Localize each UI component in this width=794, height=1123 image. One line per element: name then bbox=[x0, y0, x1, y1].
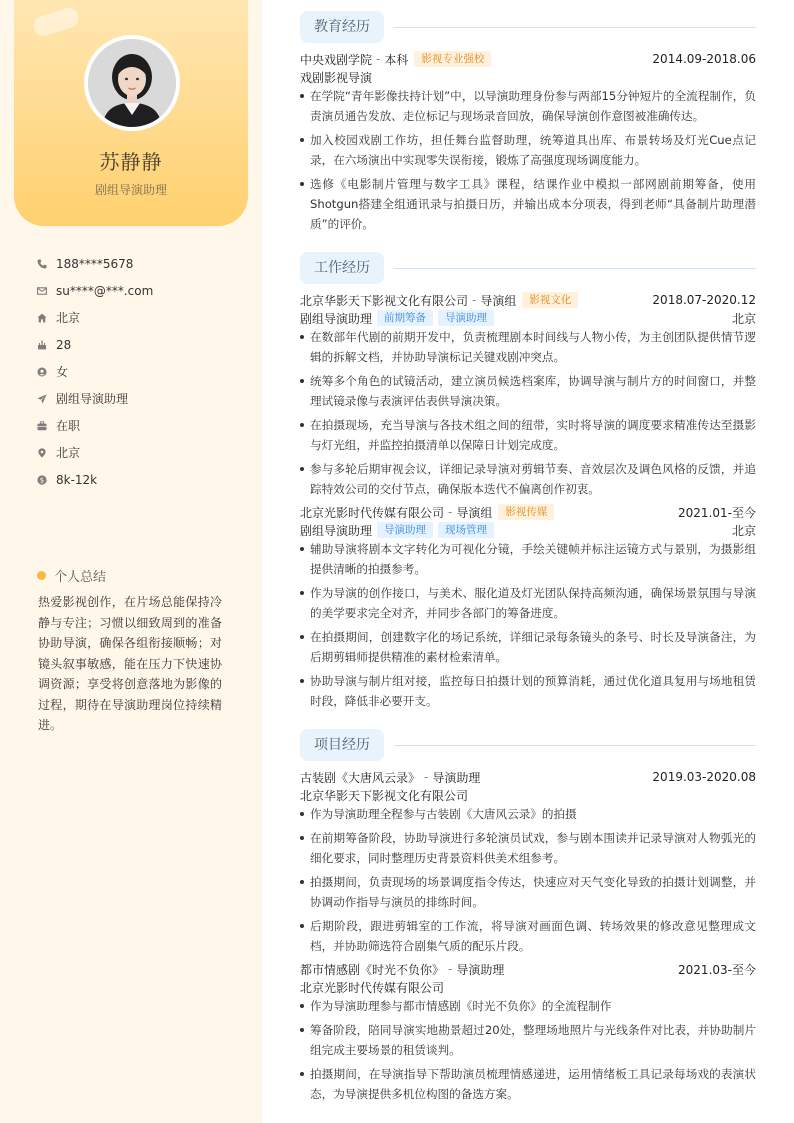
job-bullets bbox=[300, 539, 756, 715]
work-section-title: 工作经历 bbox=[300, 252, 384, 284]
degree: 本科 bbox=[384, 52, 409, 67]
target-role-text: 剧组导演助理 bbox=[56, 392, 129, 406]
list-item: 拍摄期间，负责现场的场景调度指令传达，快速应对天气变化导致的拍摄计划调整，并协调动作指导与演员的排练时间。 bbox=[300, 872, 756, 912]
list-item: 在拍摄现场，充当导演与各技术组之间的纽带，实时将导演的调度要求精准传达至摄影与灯光组，并监控拍摄清单以保障日计划完成度。 bbox=[300, 415, 756, 455]
project-header bbox=[300, 768, 756, 786]
email-text: su****@***.com bbox=[56, 283, 154, 298]
gender-icon bbox=[37, 367, 47, 377]
list-item: 在数部年代剧的前期开发中，负责梳理剧本时间线与人物小传，为主创团队提供情节逻辑的拆解文档，并协助导演标记关键戏剧冲突点。 bbox=[300, 327, 756, 367]
money-icon bbox=[37, 475, 47, 485]
list-item: 筹备阶段，陪同导演实地勘景超过20处，整理场地照片与光线条件对比表，并协助制片组完成主要场景的租赁谈判。 bbox=[300, 1020, 756, 1060]
project-bullets bbox=[300, 804, 756, 960]
list-item: 在拍摄期间，创建数字化的场记系统，详细记录每条镜头的条号、时长及导演备注，为后期剪辑师提供精准的素材检索清单。 bbox=[300, 627, 756, 667]
summary-dot bbox=[37, 571, 46, 580]
separator: - bbox=[448, 962, 453, 976]
major: 戏剧影视导演 bbox=[300, 70, 373, 85]
list-item: 在前期筹备阶段，协助导演进行多轮演员试戏，参与剧本围读并记录导演对人物弧光的细化要求，同时整理历史背景资料供美术组参考。 bbox=[300, 828, 756, 868]
department: 导演组 bbox=[480, 293, 517, 308]
sidebar bbox=[0, 0, 262, 1123]
job-bullets bbox=[300, 327, 756, 503]
education-header bbox=[300, 50, 756, 68]
home-text: 北京 bbox=[56, 311, 81, 325]
contact-target-role bbox=[37, 385, 247, 412]
location-text: 北京 bbox=[56, 446, 81, 460]
separator: - bbox=[472, 293, 477, 307]
skill-tag: 导演助理 bbox=[377, 522, 433, 538]
job-position-line bbox=[300, 521, 756, 539]
project-date: 2021.03-至今 bbox=[678, 962, 756, 977]
list-item: 协助导演与制片组对接，监控每日拍摄计划的预算消耗，通过优化道具复用与场地租赁时段，降低非必要开支。 bbox=[300, 671, 756, 711]
education-section-title: 教育经历 bbox=[300, 11, 384, 43]
project-name: 古装剧《大唐风云录》 bbox=[300, 770, 421, 785]
project-company-line bbox=[300, 978, 756, 996]
education-major-line bbox=[300, 68, 756, 86]
contact-status bbox=[37, 412, 247, 439]
education-section-header bbox=[300, 11, 756, 43]
project-company: 北京华影天下影视文化有限公司 bbox=[300, 788, 469, 803]
project-section-header bbox=[300, 729, 756, 761]
skill-tag: 前期筹备 bbox=[377, 310, 433, 326]
separator: - bbox=[376, 52, 381, 66]
list-item: 统筹多个角色的试镜活动，建立演员候选档案库，协调导演与制片方的时间窗口，并整理试镜录像与表演评估表供导演决策。 bbox=[300, 371, 756, 411]
cake-icon bbox=[37, 340, 47, 350]
project-company-line bbox=[300, 786, 756, 804]
svg-text:$: $ bbox=[39, 476, 45, 485]
status-text: 在职 bbox=[56, 419, 81, 433]
contact-gender bbox=[37, 358, 247, 385]
profile-card bbox=[14, 0, 248, 226]
summary-header bbox=[37, 566, 106, 585]
list-item: 加入校园戏剧工作坊，担任舞台监督助理，统筹道具出库、布景转场及灯光Cue点记录，在六场演出中实现零失误衔接，锻炼了高强度现场调度能力。 bbox=[300, 130, 756, 170]
education-bullets bbox=[300, 86, 756, 238]
job-position: 剧组导演助理 bbox=[300, 523, 373, 538]
contact-list bbox=[37, 250, 247, 493]
list-item: 参与多轮后期审视会议，详细记录导演对剪辑节奏、音效层次及调色风格的反馈，并追踪特效公司的交付节点，确保版本迭代不偏离创作初衷。 bbox=[300, 459, 756, 499]
project-company: 北京光影时代传媒有限公司 bbox=[300, 980, 445, 995]
job-date: 2018.07-2020.12 bbox=[652, 293, 756, 307]
skill-tag: 导演助理 bbox=[438, 310, 494, 326]
project-bullets bbox=[300, 996, 756, 1108]
contact-phone bbox=[37, 250, 247, 277]
work-section-header bbox=[300, 252, 756, 284]
separator: - bbox=[448, 505, 453, 519]
decorative-pill bbox=[31, 5, 81, 38]
skill-tag: 现场管理 bbox=[438, 522, 494, 538]
company-name: 北京华影天下影视文化有限公司 bbox=[300, 293, 469, 308]
briefcase-icon bbox=[37, 421, 47, 431]
separator: - bbox=[424, 770, 429, 784]
industry-badge: 影视文化 bbox=[522, 292, 578, 308]
list-item: 拍摄期间，在导演指导下帮助演员梳理情感递进，运用情绪板工具记录每场戏的表演状态，为导演提供多机位构图的备选方案。 bbox=[300, 1064, 756, 1104]
department: 导演组 bbox=[456, 505, 493, 520]
job-city: 北京 bbox=[731, 311, 756, 326]
list-item: 在学院“青年影像扶持计划”中，以导演助理身份参与两部15分钟短片的全流程制作，负责演员通告发放、走位标记与现场录音回放，确保导演创作意图被准确传达。 bbox=[300, 86, 756, 126]
list-item: 作为导演的创作接口，与美术、服化道及灯光团队保持高频沟通，确保场景氛围与导演的美学要求完全对齐，并同步各部门的筹备进度。 bbox=[300, 583, 756, 623]
project-date: 2019.03-2020.08 bbox=[652, 770, 756, 784]
industry-badge: 影视传媒 bbox=[498, 504, 554, 520]
education-date: 2014.09-2018.06 bbox=[652, 52, 756, 66]
list-item: 选修《电影制片管理与数字工具》课程，结课作业中模拟一部网剧前期筹备，使用Shotgun搭建全组通讯录与拍摄日历，并输出成本分项表，得到老师“具备制片助理潜质”的评价。 bbox=[300, 174, 756, 234]
gender-text: 女 bbox=[56, 365, 69, 379]
job-city: 北京 bbox=[731, 523, 756, 538]
location-icon bbox=[37, 448, 47, 458]
list-item: 作为导演助理参与都市情感剧《时光不负你》的全流程制作 bbox=[300, 996, 756, 1016]
school-badge: 影视专业强校 bbox=[414, 51, 491, 67]
list-item: 后期阶段，跟进剪辑室的工作流，将导演对画面色调、转场效果的修改意见整理成文档，并协助筛选符合剧集气质的配乐片段。 bbox=[300, 916, 756, 956]
job-position-line bbox=[300, 309, 756, 327]
list-item: 作为导演助理全程参与古装剧《大唐风云录》的拍摄 bbox=[300, 804, 756, 824]
phone-icon bbox=[37, 259, 47, 269]
project-role: 导演助理 bbox=[432, 770, 481, 785]
project-name: 都市情感剧《时光不负你》 bbox=[300, 962, 445, 977]
section-divider bbox=[394, 268, 756, 269]
salary-text: 8k-12k bbox=[56, 472, 98, 487]
contact-email bbox=[37, 277, 247, 304]
company-name: 北京光影时代传媒有限公司 bbox=[300, 505, 445, 520]
candidate-role: 剧组导演助理 bbox=[94, 183, 167, 197]
contact-salary bbox=[37, 466, 247, 493]
mail-icon bbox=[37, 286, 47, 296]
school-name: 中央戏剧学院 bbox=[300, 52, 373, 67]
section-divider bbox=[394, 27, 756, 28]
project-header bbox=[300, 960, 756, 978]
contact-home bbox=[37, 304, 247, 331]
list-item: 辅助导演将剧本文字转化为可视化分镜，手绘关键帧并标注运镜方式与景别，为摄影组提供清晰的拍摄参考。 bbox=[300, 539, 756, 579]
age-text: 28 bbox=[56, 337, 72, 352]
section-divider bbox=[394, 745, 756, 746]
job-header bbox=[300, 503, 756, 521]
avatar bbox=[88, 39, 176, 127]
home-icon bbox=[37, 313, 47, 323]
avatar-ring bbox=[84, 35, 180, 131]
phone-text: 188****5678 bbox=[56, 256, 134, 271]
project-section-title: 项目经历 bbox=[300, 729, 384, 761]
summary-text: 热爱影视创作，在片场总能保持冷静与专注；习惯以细致周到的准备协助导演，确保各组衔接顺畅；对镜头叙事敏感，能在压力下快速协调资源；享受将创意落地为影像的过程，期待在导演助理岗位持续精进。 bbox=[38, 595, 222, 732]
summary-title: 个人总结 bbox=[54, 570, 107, 585]
job-position: 剧组导演助理 bbox=[300, 311, 373, 326]
contact-location bbox=[37, 439, 247, 466]
job-header bbox=[300, 291, 756, 309]
contact-age bbox=[37, 331, 247, 358]
project-role: 导演助理 bbox=[456, 962, 505, 977]
candidate-name: 苏静静 bbox=[99, 150, 163, 174]
send-icon bbox=[37, 394, 47, 404]
job-date: 2021.01-至今 bbox=[678, 505, 756, 520]
